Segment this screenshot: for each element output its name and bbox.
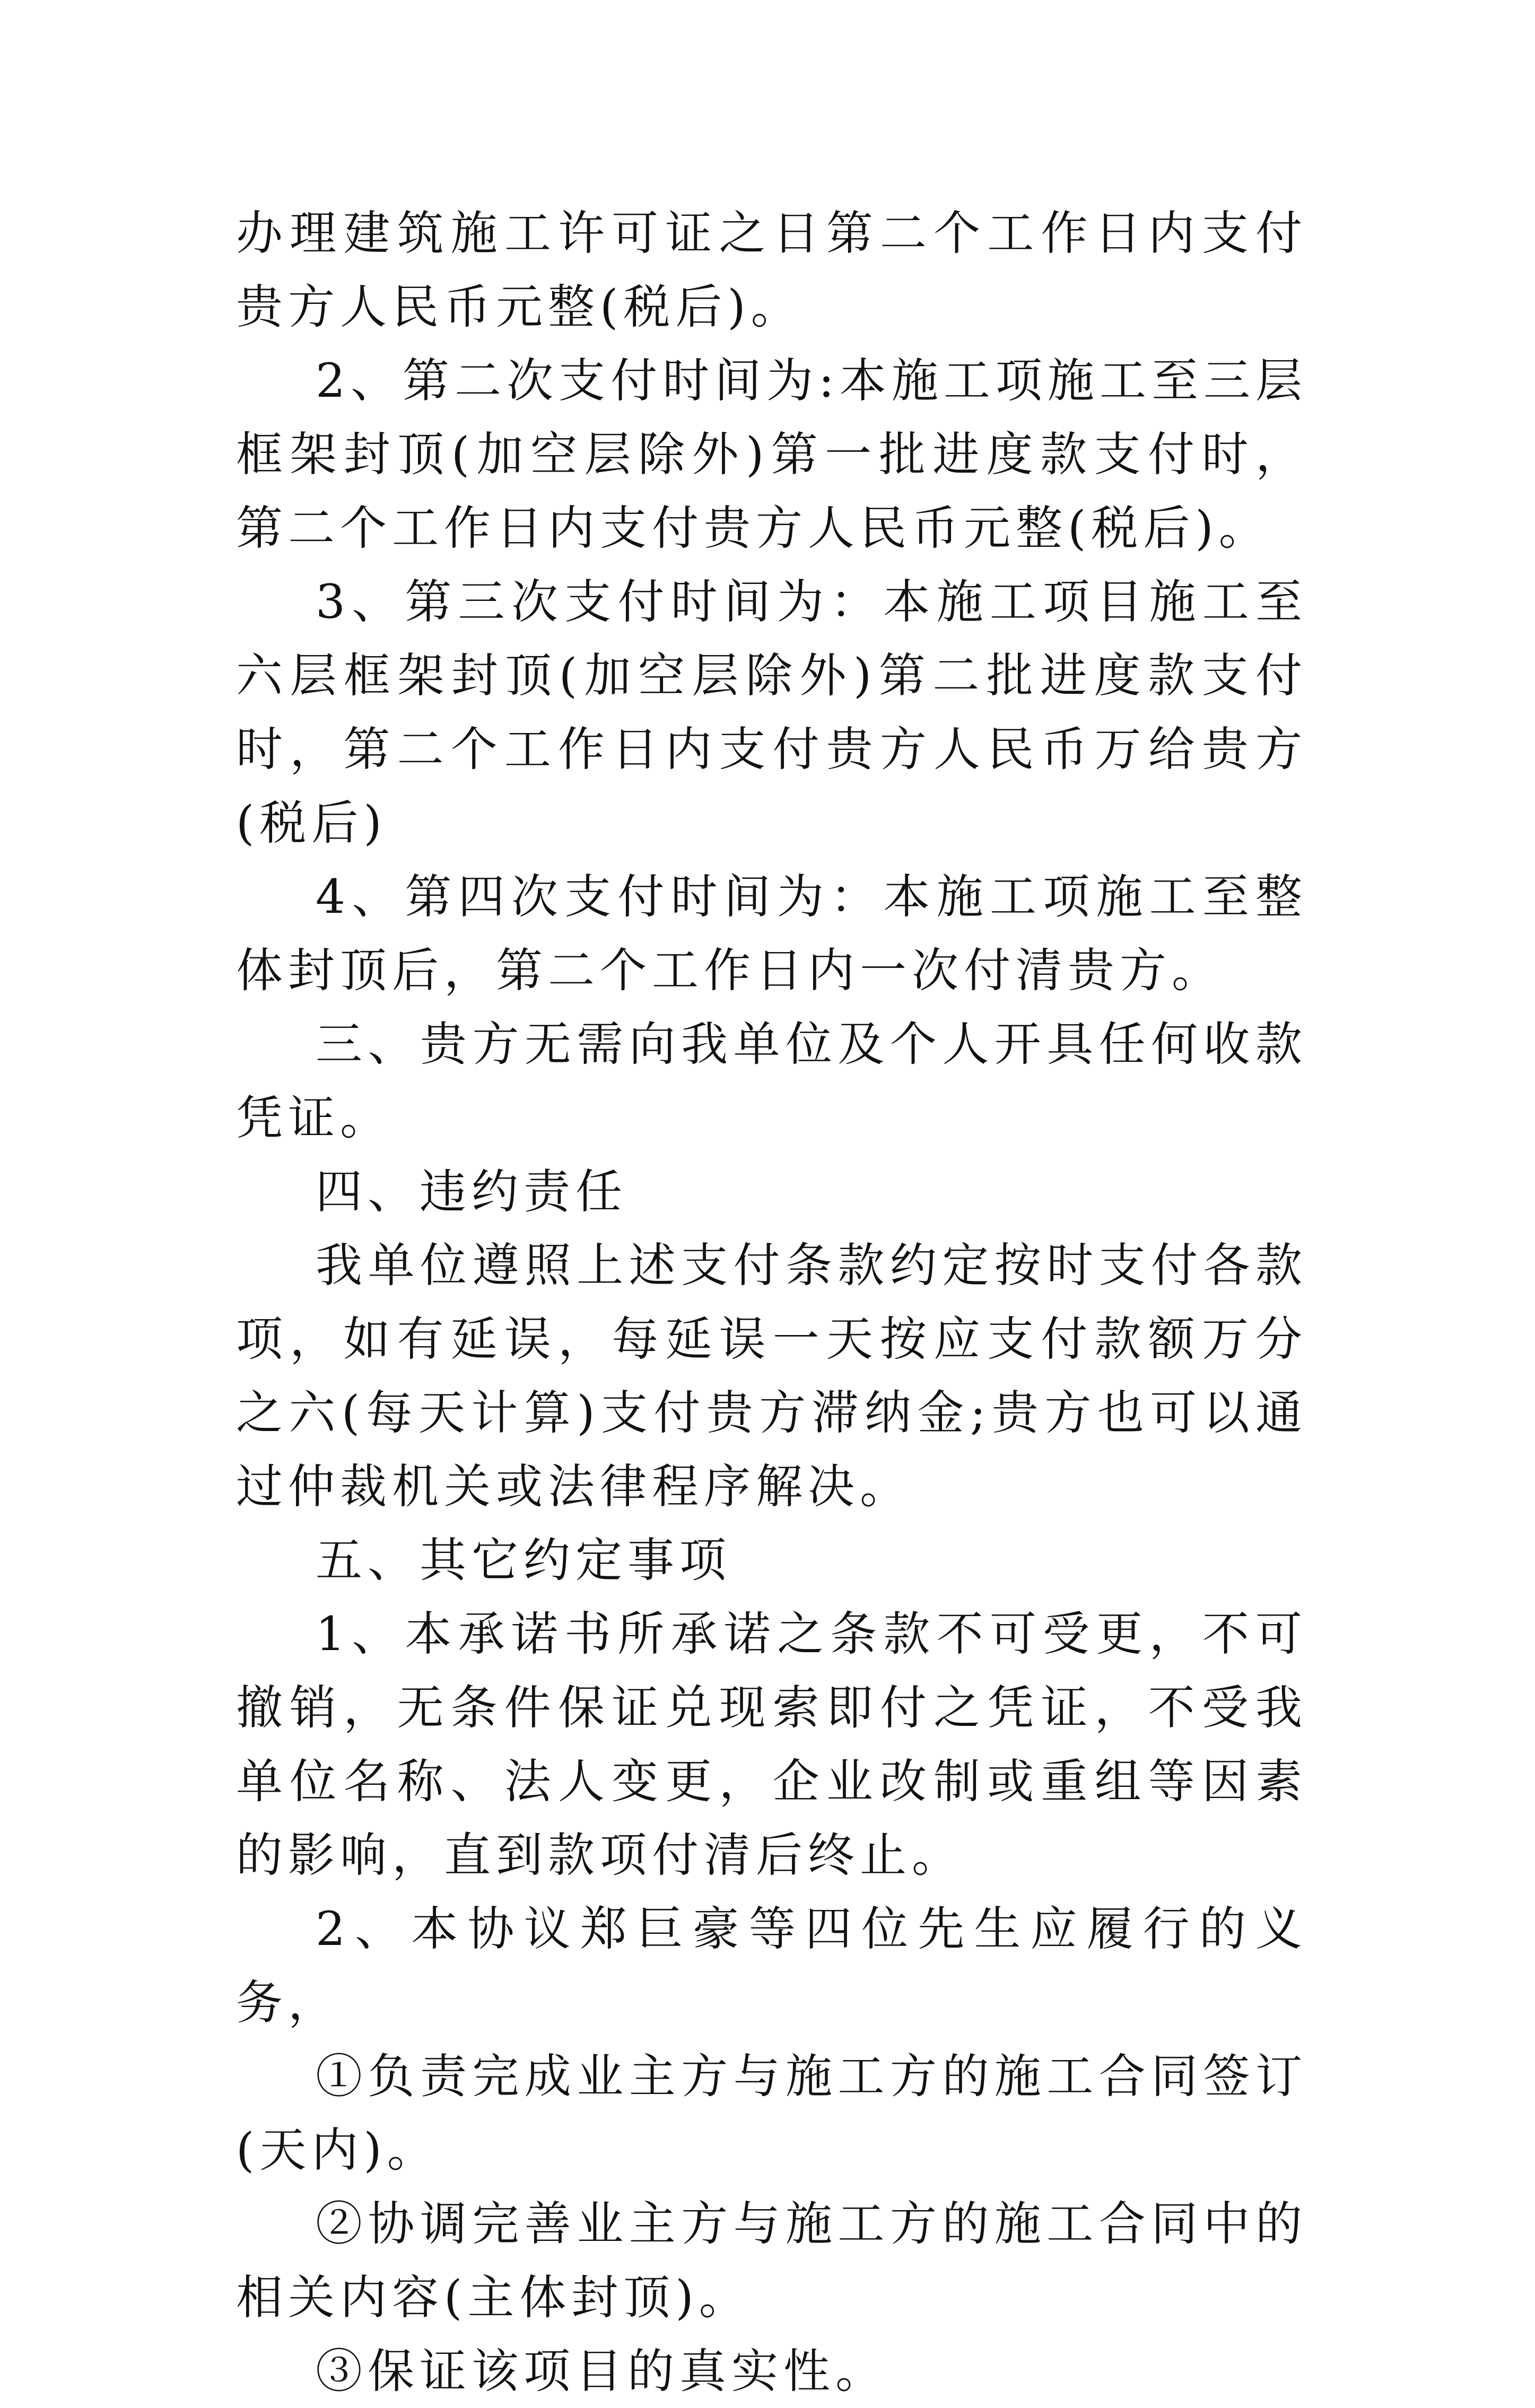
paragraph-payment-1-continued: 办理建筑施工许可证之日第二个工作日内支付贵方人民币元整(税后)。 bbox=[236, 206, 1307, 334]
list-item-obligation-3: ③保证该项目的真实性。 bbox=[316, 2344, 888, 2398]
paragraph-payment-3: 3、第三次支付时间为：本施工项目施工至六层框架封顶(加空层除外)第二批进度款支付时，第二个工作日内支付贵方人民币万给贵方(税后) bbox=[236, 574, 1307, 850]
paragraph-other-1: 1、本承诺书所承诺之条款不可受更，不可撤销，无条件保证兑现索即付之凭证，不受我单位名称、法人变更，企业改制或重组等因素的影响，直到款项付清后终止。 bbox=[236, 1607, 1307, 1882]
list-item-obligation-1: ①负责完成业主方与施工方的施工合同签订(天内)。 bbox=[236, 2049, 1307, 2177]
paragraph-payment-2: 2、第二次支付时间为:本施工项施工至三层框架封顶(加空层除外)第一批进度款支付时，第二个工作日内支付贵方人民币元整(税后)。 bbox=[236, 353, 1307, 555]
heading-section-4: 四、违约责任 bbox=[316, 1164, 628, 1219]
paragraph-section-3: 三、贵方无需向我单位及个人开具任何收款凭证。 bbox=[236, 1017, 1307, 1145]
list-item-obligation-2: ②协调完善业主方与施工方的施工合同中的相关内容(主体封顶)。 bbox=[236, 2196, 1307, 2325]
paragraph-payment-4: 4、第四次支付时间为：本施工项施工至整体封顶后，第二个工作日内一次付清贵方。 bbox=[236, 869, 1307, 998]
paragraph-breach-liability: 我单位遵照上述支付条款约定按时支付各款项，如有延误，每延误一天按应支付款额万分之六(每天计算)支付贵方滞纳金;贵方也可以通过仲裁机关或法律程序解决。 bbox=[236, 1238, 1307, 1514]
paragraph-other-2: 2、本协议郑巨豪等四位先生应履行的义务， bbox=[236, 1901, 1307, 2030]
heading-section-5: 五、其它约定事项 bbox=[316, 1533, 732, 1587]
document-body bbox=[236, 196, 1307, 2408]
